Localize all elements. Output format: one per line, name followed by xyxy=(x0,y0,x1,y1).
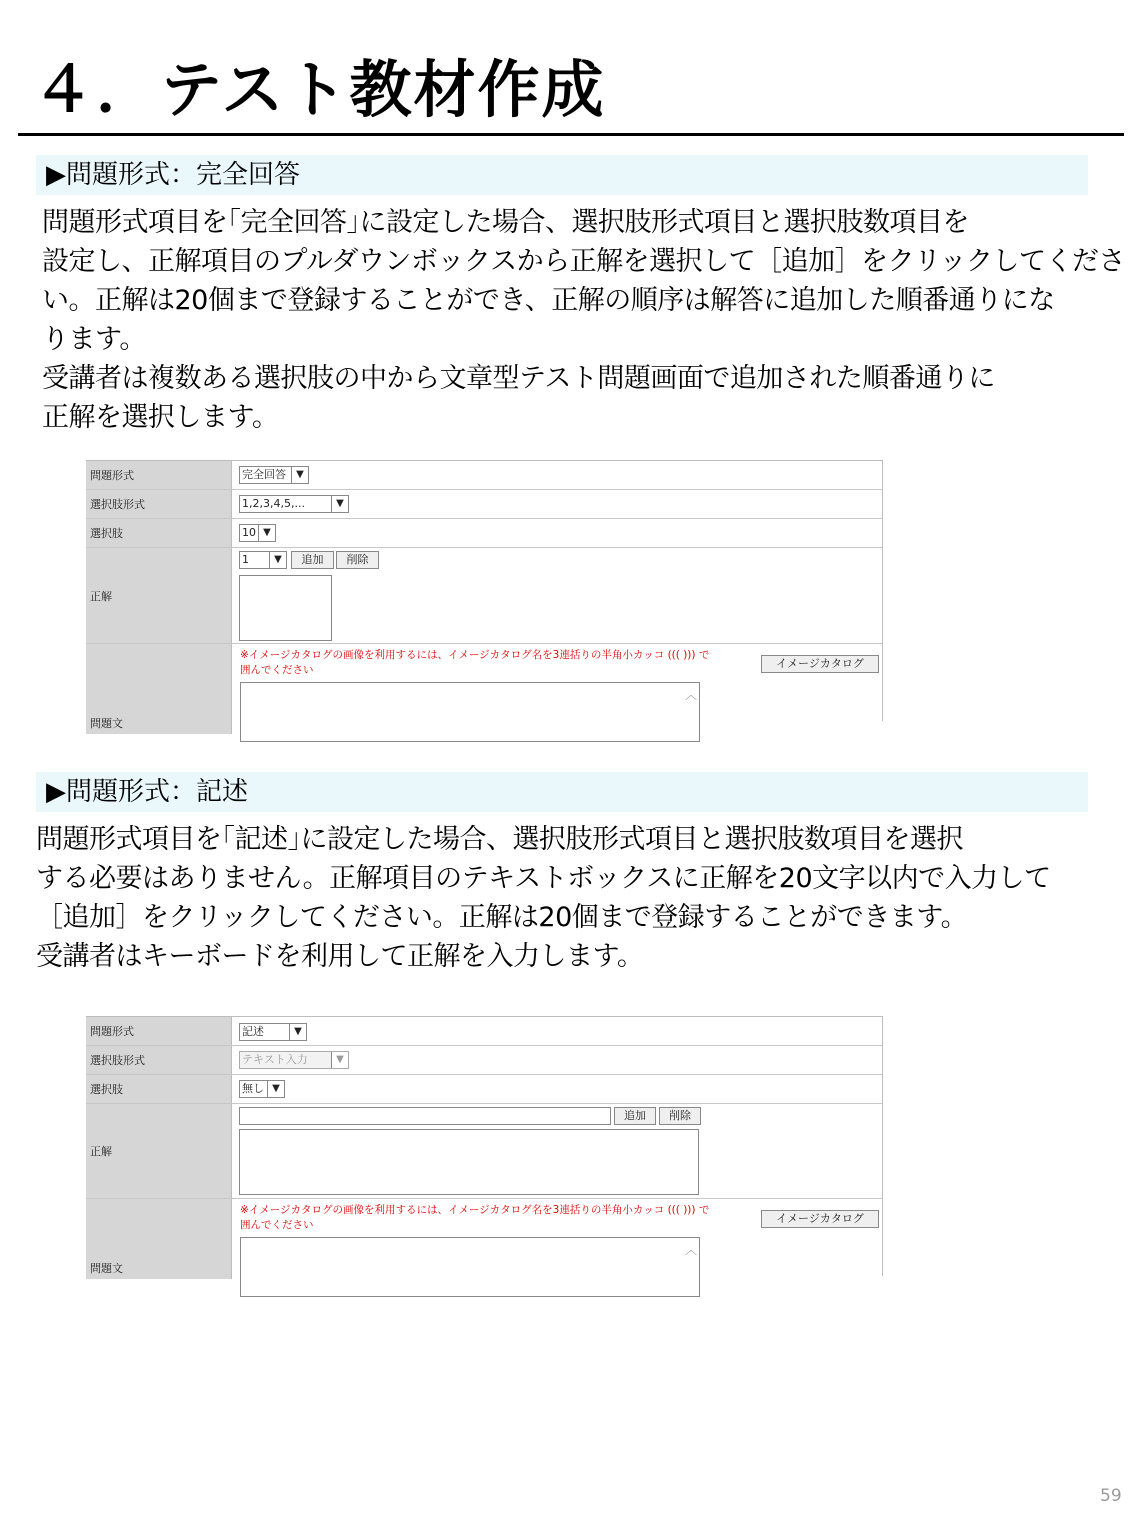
image-catalog-note-line1: ※イメージカタログの画像を利用するには、イメージカタログ名を3連括りの半角小カッコ ((( ))) で xyxy=(240,1204,710,1216)
question-type-select[interactable] xyxy=(239,1023,307,1041)
page-title: ４．テスト教材作成 xyxy=(32,53,606,126)
scroll-up-icon[interactable]: ︿ xyxy=(684,1243,697,1257)
delete-answer-button[interactable]: 削除 xyxy=(659,1107,701,1125)
image-catalog-note-line2: 囲んでください xyxy=(240,664,314,676)
answer-row xyxy=(86,1104,882,1199)
scroll-up-icon[interactable]: ︿ xyxy=(684,688,697,702)
section1-line: ります。 xyxy=(42,324,146,355)
choice-count-row xyxy=(86,519,882,548)
choice-format-label: 選択肢形式 xyxy=(86,490,232,518)
answer-label: 正解 xyxy=(86,1104,232,1198)
chevron-down-icon: ▼ xyxy=(289,1024,306,1040)
section1-line: 設定し、正解項目のプルダウンボックスから正解を選択して［追加］をクリックしてくださ xyxy=(42,246,1125,277)
choice-format-value: テキスト入力 xyxy=(242,1053,308,1066)
image-catalog-note-line1: ※イメージカタログの画像を利用するには、イメージカタログ名を3連括りの半角小カッコ ((( ))) で xyxy=(240,649,710,661)
section2-heading: ▶問題形式：記述 xyxy=(36,772,1088,812)
question-text-label: 問題文 xyxy=(86,644,232,734)
section1-line: 正解を選択します。 xyxy=(42,402,279,433)
answer-list-box[interactable] xyxy=(239,1129,699,1195)
chevron-down-icon: ▼ xyxy=(331,1052,348,1068)
question-text-label: 問題文 xyxy=(86,1199,232,1279)
add-answer-button[interactable]: 追加 xyxy=(614,1107,656,1125)
delete-answer-button[interactable]: 削除 xyxy=(336,551,379,569)
question-text-area[interactable] xyxy=(240,1237,700,1297)
section2-description xyxy=(36,820,1051,976)
descriptive-form-screenshot xyxy=(86,1016,883,1276)
chevron-down-icon: ▼ xyxy=(291,467,308,483)
answer-list-box[interactable] xyxy=(239,575,332,641)
choice-format-select[interactable] xyxy=(239,495,349,513)
choice-format-label: 選択肢形式 xyxy=(86,1046,232,1074)
choice-format-row xyxy=(86,490,882,519)
question-text-area[interactable] xyxy=(240,682,700,742)
section2-line: ［追加］をクリックしてください。正解は20個まで登録することができます。 xyxy=(36,902,968,933)
image-catalog-button[interactable]: イメージカタログ xyxy=(761,1210,879,1228)
page-number: 59 xyxy=(1100,1486,1122,1506)
section1-description xyxy=(42,203,1125,437)
answer-row xyxy=(86,548,882,644)
choice-count-row xyxy=(86,1075,882,1104)
answer-select[interactable] xyxy=(239,551,287,569)
section2-line: 受講者はキーボードを利用して正解を入力します。 xyxy=(36,941,644,972)
image-catalog-note-line2: 囲んでください xyxy=(240,1219,314,1231)
answer-text-input[interactable] xyxy=(239,1107,611,1125)
answer-select-value: 1 xyxy=(242,553,249,566)
choice-format-select[interactable] xyxy=(239,1051,349,1069)
complete-answer-form-screenshot xyxy=(86,460,883,730)
section2-line: 問題形式項目を｢記述｣に設定した場合、選択肢形式項目と選択肢数項目を選択 xyxy=(36,824,963,855)
choice-count-label: 選択肢 xyxy=(86,1075,232,1103)
choice-format-row xyxy=(86,1046,882,1075)
question-text-row xyxy=(86,644,882,734)
chevron-down-icon: ▼ xyxy=(258,525,275,541)
chevron-down-icon: ▼ xyxy=(331,496,348,512)
choice-count-select[interactable] xyxy=(239,524,276,542)
question-type-select[interactable] xyxy=(239,466,309,484)
title-divider xyxy=(18,133,1124,136)
choice-count-label: 選択肢 xyxy=(86,519,232,547)
add-answer-button[interactable]: 追加 xyxy=(291,551,334,569)
question-type-row xyxy=(86,1017,882,1046)
section1-line: 問題形式項目を｢完全回答｣に設定した場合、選択肢形式項目と選択肢数項目を xyxy=(42,207,969,238)
question-type-row xyxy=(86,461,882,490)
section1-heading: ▶問題形式：完全回答 xyxy=(36,155,1088,195)
question-text-row xyxy=(86,1199,882,1279)
chevron-down-icon: ▼ xyxy=(269,552,286,568)
question-type-label: 問題形式 xyxy=(86,1017,232,1045)
question-type-label: 問題形式 xyxy=(86,461,232,489)
choice-count-select[interactable] xyxy=(239,1080,285,1098)
section1-line: い。正解は20個まで登録することができ、正解の順序は解答に追加した順番通りにな xyxy=(42,285,1055,316)
section1-line: 受講者は複数ある選択肢の中から文章型テスト問題画面で追加された順番通りに xyxy=(42,363,995,394)
question-type-value: 完全回答 xyxy=(242,468,286,481)
question-type-value: 記述 xyxy=(242,1025,264,1038)
answer-label: 正解 xyxy=(86,548,232,643)
choice-format-value: 1,2,3,4,5,... xyxy=(242,497,305,510)
choice-count-value: 10 xyxy=(242,526,256,539)
choice-count-value: 無し xyxy=(242,1082,264,1095)
section2-line: する必要はありません。正解項目のテキストボックスに正解を20文字以内で入力して xyxy=(36,863,1051,894)
chevron-down-icon: ▼ xyxy=(267,1081,284,1097)
image-catalog-button[interactable]: イメージカタログ xyxy=(761,655,879,673)
